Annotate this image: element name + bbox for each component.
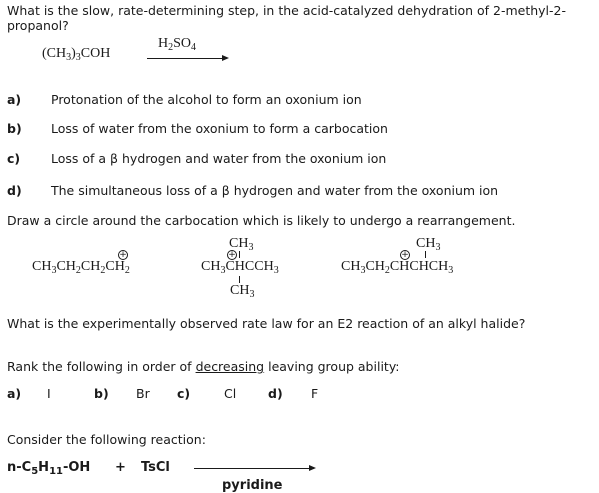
structure-1: $CH_3CH_2CH_2CH_2$ xyxy=(32,259,130,276)
q1-option-d-letter: d) xyxy=(7,183,22,198)
q1-option-c-text: Loss of a β hydrogen and water from the oxonium ion xyxy=(51,151,387,166)
q1-reactant: $(CH_3)_3COH$ xyxy=(42,46,111,63)
structure-3-top-methyl: $CH_3$ xyxy=(416,236,441,253)
q1-option-b-text: Loss of water from the oxonium to form a carbocation xyxy=(51,121,388,136)
cation-charge-icon: + xyxy=(228,250,236,260)
q1-option-c-letter: c) xyxy=(7,151,21,166)
q3-question: What is the experimentally observed rate law for an E2 reaction of an alkyl halide? xyxy=(7,316,526,331)
structure-3: $CH_3CH_2CHCHCH_3$ xyxy=(341,259,454,276)
reaction-arrow xyxy=(147,58,227,59)
q1-option-a-text: Protonation of the alcohol to form an oxonium ion xyxy=(51,92,362,107)
q4-item-b-letter: b) xyxy=(94,386,109,401)
bond-line xyxy=(239,276,240,283)
bond-line xyxy=(239,251,240,258)
q4-item-c-text: Cl xyxy=(224,386,237,401)
q1-option-b-letter: b) xyxy=(7,121,22,136)
q1-option-d-text: The simultaneous loss of a β hydrogen and water from the oxonium ion xyxy=(51,183,499,198)
q5-catalyst: pyridine xyxy=(222,478,283,493)
q1-option-a-letter: a) xyxy=(7,92,22,107)
cation-charge-icon: + xyxy=(401,250,409,260)
bond-line xyxy=(425,251,426,258)
q4-item-b-text: Br xyxy=(136,386,150,401)
structure-2-bottom-methyl: $CH_3$ xyxy=(230,283,255,300)
q4-item-c-letter: c) xyxy=(177,386,191,401)
q5-reactant: $n-C_5H_{11}-OH$ xyxy=(7,460,91,477)
q5-reagent: TsCl xyxy=(141,460,170,475)
structure-2-top-methyl: $CH_3$ xyxy=(229,236,254,253)
q4-question: Rank the following in order of decreasing leaving group ability: xyxy=(7,359,400,374)
q5-question: Consider the following reaction: xyxy=(7,432,206,447)
cation-charge-icon: + xyxy=(119,250,127,260)
q1-reagent: $H_2SO_4$ xyxy=(158,36,197,53)
q4-item-d-letter: d) xyxy=(268,386,283,401)
structure-2: $CH_3CHCCH_3$ xyxy=(201,259,279,276)
q4-item-a-text: I xyxy=(47,386,51,401)
q4-item-d-text: F xyxy=(311,386,319,401)
q4-item-a-letter: a) xyxy=(7,386,22,401)
q5-plus: + xyxy=(115,460,126,475)
q2-question: Draw a circle around the carbocation which is likely to undergo a rearrangement. xyxy=(7,213,516,228)
reaction-arrow xyxy=(194,468,314,469)
q1-question: What is the slow, rate-determining step, in the acid-catalyzed dehydration of 2-methyl-2-propanol? xyxy=(7,3,567,33)
